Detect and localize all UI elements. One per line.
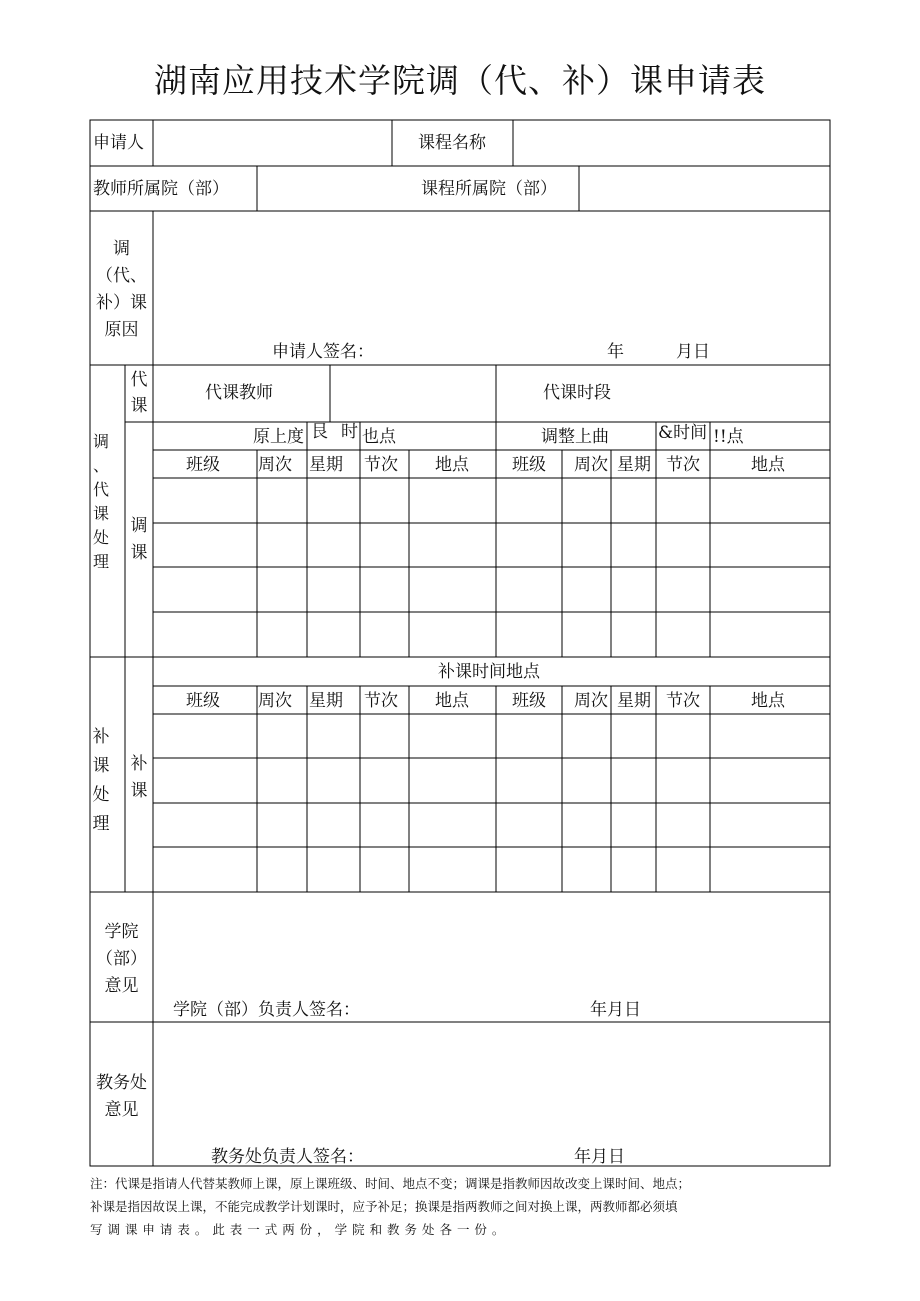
makeup-outer-label-line: 课 [92,756,110,776]
daike-label-line: 课 [130,396,148,416]
adjust-col-period: 节次 [666,455,700,475]
makeup-col-class: 班级 [186,691,220,711]
office-opinion-label [90,1070,153,1124]
college-opinion-label [90,919,153,1000]
adjust-outer-label-line: 调 [92,432,109,451]
new-time-label-c: !!点 [713,427,744,447]
substitute-teacher-label: 代课教师 [205,383,273,403]
reason-label-line: 调 [113,239,130,259]
adjust-outer-label-line: 理 [92,552,109,571]
makeup-header: 补课时间地点 [438,662,540,682]
reason-label-line: （代、 [96,266,147,286]
makeup-inner-label [125,751,153,805]
adjust-col-location: 地点 [435,455,469,475]
new-time-label-a: 调整上曲 [541,427,609,447]
adjust-col-location: 地点 [751,455,785,475]
makeup-col-class: 班级 [512,691,546,711]
makeup-outer-label-line: 处 [92,785,110,805]
course-college-label: 课程所属院（部） [421,179,557,199]
adjust-outer-label-line: 课 [92,504,109,523]
reason-year-label: 年 [607,342,624,362]
college-signature-label: 学院（部）负责人签名： [173,1000,360,1020]
college-date-label: 年月日 [590,1000,641,1020]
teacher-college-label: 教师所属院（部） [93,179,229,199]
daike-label-line: 代 [130,370,148,390]
substitute-time-label: 代课时段 [543,383,611,403]
adjust-outer-label-line: 、 [92,456,109,475]
reason-label-line: 原因 [104,320,139,340]
adjust-col-period: 节次 [364,455,398,475]
adjust-outer-label-line: 代 [92,480,109,499]
reason-label-line: 补）课 [96,293,147,313]
makeup-outer-label-line: 理 [92,814,110,834]
makeup-col-weekday: 星期 [617,691,651,711]
course-name-label: 课程名称 [418,133,486,153]
applicant-label: 申请人 [93,133,144,153]
reason-monthday-label: 月日 [676,342,710,362]
adjust-col-weekday: 星期 [617,455,651,475]
office-date-label: 年月日 [574,1147,625,1167]
college-opinion-label-line: 学院 [104,922,139,942]
form-title: 湖南应用技术学院调（代、补）课申请表 [154,61,766,100]
makeup-outer-label [90,723,112,839]
orig-time-label-a: 原上度 [253,427,304,447]
office-signature-label: 教务处负责人签名： [211,1147,364,1167]
makeup-inner-label-line: 课 [130,781,148,801]
note-line-1: 注：代课是指请人代替某教师上课，原上课班级、时间、地点不变；调课是指教师因故改变上课时间、地点； [90,1176,691,1191]
adjust-col-week: 周次 [574,455,608,475]
office-opinion-label-line: 教务处 [96,1073,147,1093]
adjust-col-class: 班级 [186,455,220,475]
office-opinion-label-line: 意见 [104,1100,139,1120]
adjust-col-week: 周次 [258,455,292,475]
college-opinion-label-line: 意见 [104,976,139,996]
adjust-col-class: 班级 [512,455,546,475]
note-line-2: 补课是指因故误上课，不能完成教学计划课时，应予补足；换课是指两教师之间对换上课，两教师都必须填 [90,1199,678,1214]
orig-time-label-c: 时 [341,422,358,442]
makeup-col-week: 周次 [258,691,292,711]
applicant-signature-label: 申请人签名： [272,342,374,362]
makeup-col-period: 节次 [364,691,398,711]
reason-label [90,236,153,344]
makeup-outer-label-line: 补 [92,727,110,747]
orig-time-label-b: 艮 [311,422,328,442]
college-opinion-label-line: （部） [96,949,147,969]
makeup-col-location: 地点 [435,691,469,711]
tiaoke-label [125,513,153,567]
note-line-3: 写 调 课 申 请 表 。 此 表 一 式 两 份 ， 学 院 和 教 务 处 各 一 份 。 [90,1222,505,1237]
makeup-col-week: 周次 [574,691,608,711]
makeup-col-weekday: 星期 [309,691,343,711]
makeup-col-period: 节次 [666,691,700,711]
makeup-inner-label-line: 补 [130,754,148,774]
makeup-col-location: 地点 [751,691,785,711]
adjust-outer-label [90,430,112,574]
orig-time-label-d: 也点 [362,427,396,447]
tiaoke-label-line: 课 [130,543,148,563]
adjust-outer-label-line: 处 [92,528,109,547]
tiaoke-label-line: 调 [130,516,148,536]
new-time-label-b: &时间 [658,423,708,443]
daike-label [125,367,153,419]
adjust-col-weekday: 星期 [309,455,343,475]
